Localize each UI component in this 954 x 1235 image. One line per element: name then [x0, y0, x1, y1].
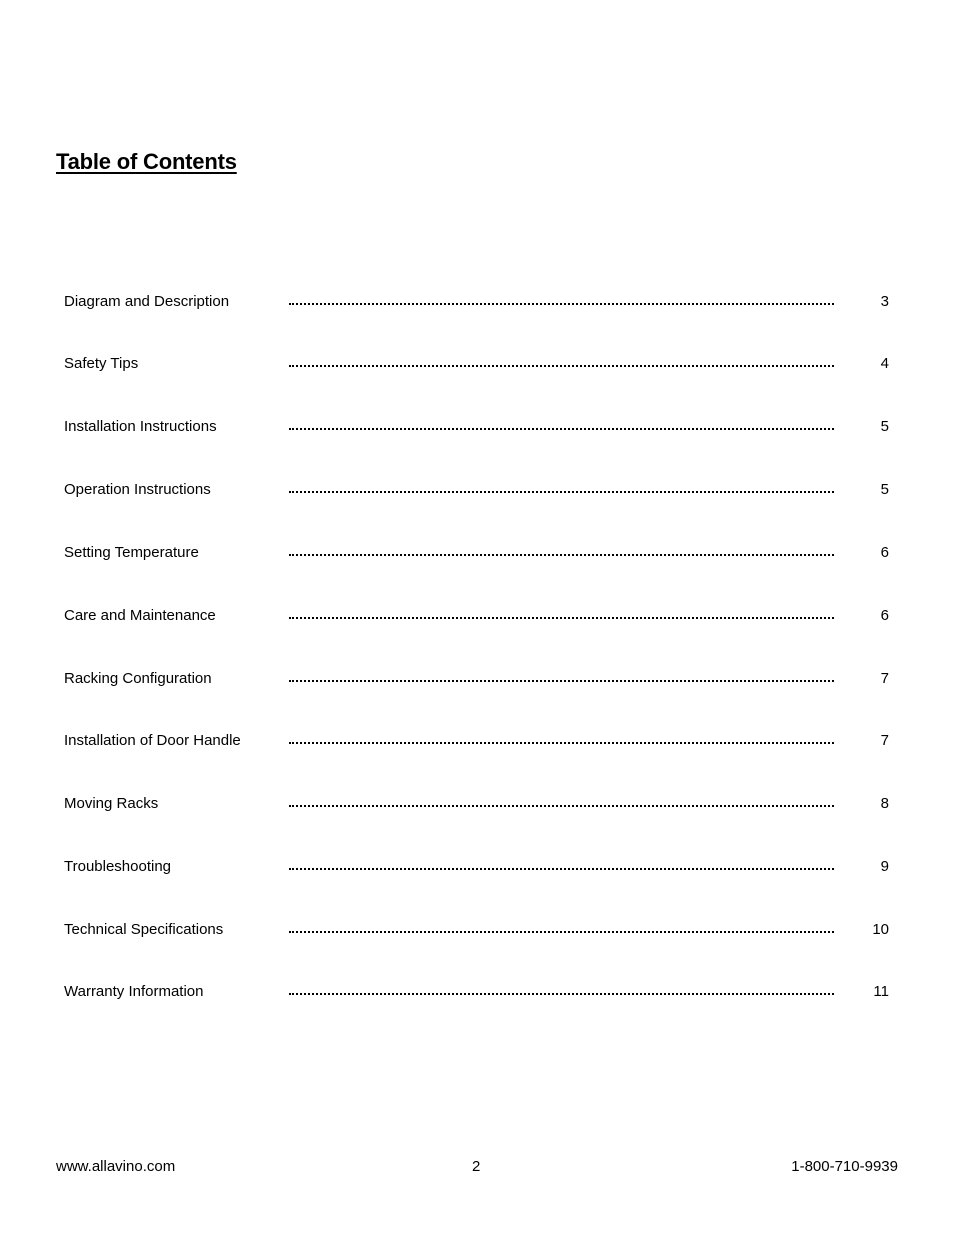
footer-page-number: 2 — [472, 1158, 481, 1175]
toc-dot-leader — [289, 868, 834, 870]
toc-entry-label: Operation Instructions — [64, 481, 211, 498]
toc-dot-leader — [289, 554, 834, 556]
toc-dot-leader — [289, 680, 834, 682]
toc-dot-leader — [289, 303, 834, 305]
toc-entry-label: Diagram and Description — [64, 293, 230, 310]
toc-entry-installation-of-door-handle[interactable] — [0, 729, 954, 753]
toc-entry-page: 6 — [880, 544, 889, 561]
footer-phone-number[interactable]: 1-800-710-9939 — [791, 1158, 898, 1175]
toc-entry-operation-instructions[interactable] — [0, 478, 954, 502]
toc-entry-page: 5 — [880, 481, 889, 498]
toc-dot-leader — [289, 617, 834, 619]
toc-entry-care-and-maintenance[interactable] — [0, 604, 954, 628]
toc-entry-page: 10 — [872, 921, 889, 938]
toc-entry-page: 7 — [880, 732, 889, 749]
toc-entry-installation-instructions[interactable] — [0, 415, 954, 439]
toc-entry-diagram-and-description[interactable] — [0, 290, 954, 314]
toc-entry-label: Care and Maintenance — [64, 607, 216, 624]
toc-entry-label: Troubleshooting — [64, 858, 172, 875]
toc-entry-setting-temperature[interactable] — [0, 541, 954, 565]
toc-entry-page: 11 — [873, 983, 889, 1000]
toc-dot-leader — [289, 931, 834, 933]
toc-entry-label: Technical Specifications — [64, 921, 224, 938]
toc-entry-warranty-information[interactable] — [0, 980, 954, 1004]
toc-entry-page: 9 — [880, 858, 889, 875]
toc-entry-racking-configuration[interactable] — [0, 667, 954, 691]
toc-entry-label: Setting Temperature — [64, 544, 199, 561]
toc-entry-page: 5 — [880, 418, 889, 435]
page-footer — [0, 1155, 954, 1179]
toc-entry-label: Installation Instructions — [64, 418, 217, 435]
toc-entry-page: 7 — [880, 670, 889, 687]
toc-entry-label: Warranty Information — [64, 983, 204, 1000]
toc-entry-safety-tips[interactable] — [0, 352, 954, 376]
toc-entry-page: 4 — [880, 355, 889, 372]
toc-entry-label: Moving Racks — [64, 795, 159, 812]
toc-dot-leader — [289, 491, 834, 493]
toc-entry-troubleshooting[interactable] — [0, 855, 954, 879]
page-title: Table of Contents — [56, 149, 237, 174]
toc-entry-moving-racks[interactable] — [0, 792, 954, 816]
toc-entry-page: 3 — [880, 293, 889, 310]
toc-entry-label: Racking Configuration — [64, 670, 212, 687]
toc-dot-leader — [289, 742, 834, 744]
toc-entry-page: 8 — [880, 795, 889, 812]
toc-dot-leader — [289, 365, 834, 367]
toc-dot-leader — [289, 805, 834, 807]
toc-entry-page: 6 — [880, 607, 889, 624]
footer-website-link[interactable]: www.allavino.com — [56, 1158, 176, 1175]
toc-entry-label: Installation of Door Handle — [64, 732, 241, 749]
toc-entry-label: Safety Tips — [64, 355, 139, 372]
toc-dot-leader — [289, 993, 834, 995]
toc-dot-leader — [289, 428, 834, 430]
toc-entry-technical-specifications[interactable] — [0, 918, 954, 942]
